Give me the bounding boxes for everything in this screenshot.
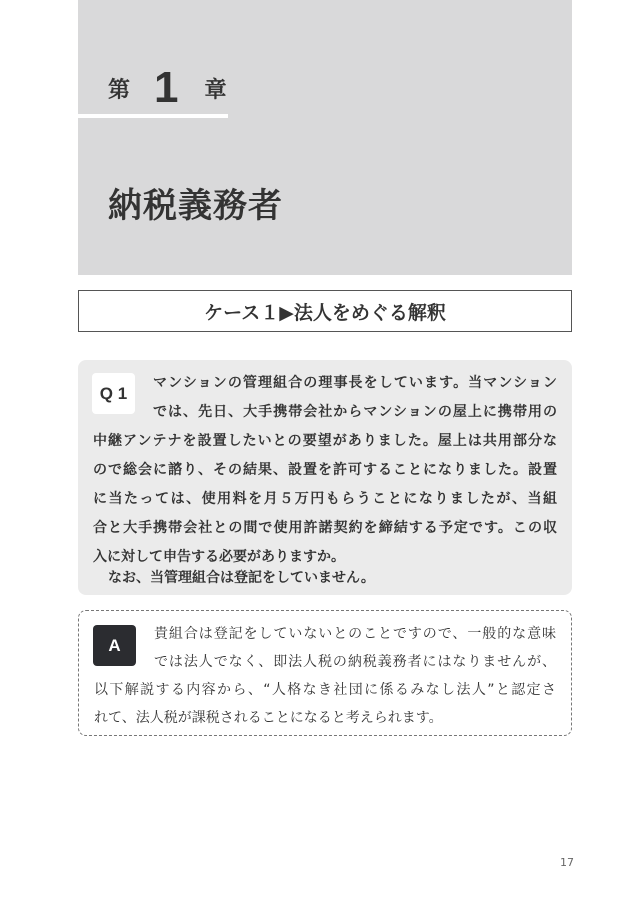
question-line: ので総会に諮り、その結果、設置を許可することになりました。設置 — [93, 462, 557, 478]
case-heading: ケース１▶法人をめぐる解釈 — [78, 290, 572, 332]
answer-badge: A — [93, 625, 136, 666]
chapter-label — [108, 63, 227, 112]
chapter-number: 1 — [154, 63, 179, 112]
answer-line: 貴組合は登記をしていないとのことですので、一般的な意味 — [154, 626, 556, 642]
question-line: に当たっては、使用料を月５万円もらうことになりましたが、当組 — [93, 491, 557, 507]
answer-line: れて、法人税が課税されることになると考えられます。 — [94, 710, 443, 726]
chapter-prefix: 第 — [108, 78, 131, 103]
chapter-suffix: 章 — [204, 78, 227, 103]
question-line: マンションの管理組合の理事長をしています。当マンション — [153, 375, 557, 391]
chapter-underline — [78, 114, 228, 118]
question-line: では、先日、大手携帯会社からマンションの屋上に携帯用の — [153, 404, 557, 420]
question-line: 中継アンテナを設置したいとの要望がありました。屋上は共用部分な — [93, 433, 557, 449]
chapter-title: 納税義務者 — [108, 186, 283, 226]
answer-line: 以下解説する内容から、“人格なき社団に係るみなし法人”と認定さ — [94, 682, 556, 698]
question-line: 入に対して申告する必要がありますか。 — [93, 549, 345, 565]
chapter-header — [78, 0, 572, 275]
question-box — [78, 360, 572, 595]
page-number: 17 — [560, 856, 574, 869]
question-line: 合と大手携帯会社との間で使用許諾契約を締結する予定です。この収 — [93, 520, 557, 536]
question-line: なお、当管理組合は登記をしていません。 — [108, 570, 375, 586]
answer-line: では法人でなく、即法人税の納税義務者にはなりませんが、 — [154, 654, 556, 670]
answer-box — [78, 610, 572, 736]
question-badge: Q 1 — [92, 373, 135, 414]
